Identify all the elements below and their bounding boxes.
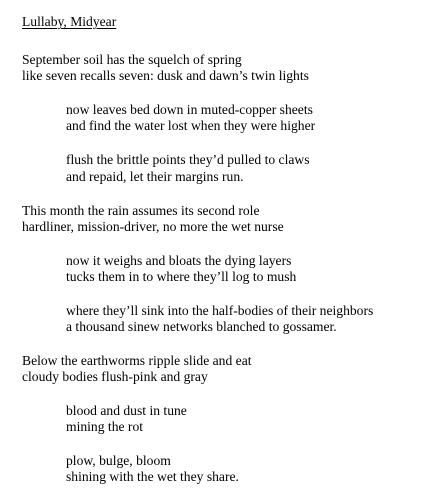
poem-line: cloudy bodies flush-pink and gray — [22, 369, 208, 384]
poem-line: flush the brittle points they’d pulled to claws — [66, 152, 310, 167]
poem-line: blood and dust in tune — [66, 403, 187, 418]
poem-line: now leaves bed down in muted-copper sheets — [66, 102, 313, 117]
poem-line: and find the water lost when they were higher — [66, 118, 316, 133]
poem-line: This month the rain assumes its second role — [22, 203, 260, 218]
poem-line: Below the earthworms ripple slide and eat — [22, 353, 252, 368]
poem-line: a thousand sinew networks blanched to gossamer. — [66, 319, 337, 334]
poem-line: mining the rot — [66, 419, 144, 434]
poem-line: now it weighs and bloats the dying layers — [66, 253, 292, 268]
poem-line: shining with the wet they share. — [66, 469, 239, 484]
poem-line: and repaid, let their margins run. — [66, 169, 244, 184]
poem-line: where they’ll sink into the half-bodies of their neighbors — [66, 303, 374, 318]
poem-line: September soil has the squelch of spring — [22, 52, 242, 67]
poem-line: tucks them in to where they’ll log to mush — [66, 269, 297, 284]
poem-line: plow, bulge, bloom — [66, 453, 171, 468]
poem-line: like seven recalls seven: dusk and dawn’s twin lights — [22, 68, 309, 83]
poem-title: Lullaby, Midyear — [22, 14, 117, 29]
poem-line: hardliner, mission-driver, no more the wet nurse — [22, 219, 284, 234]
